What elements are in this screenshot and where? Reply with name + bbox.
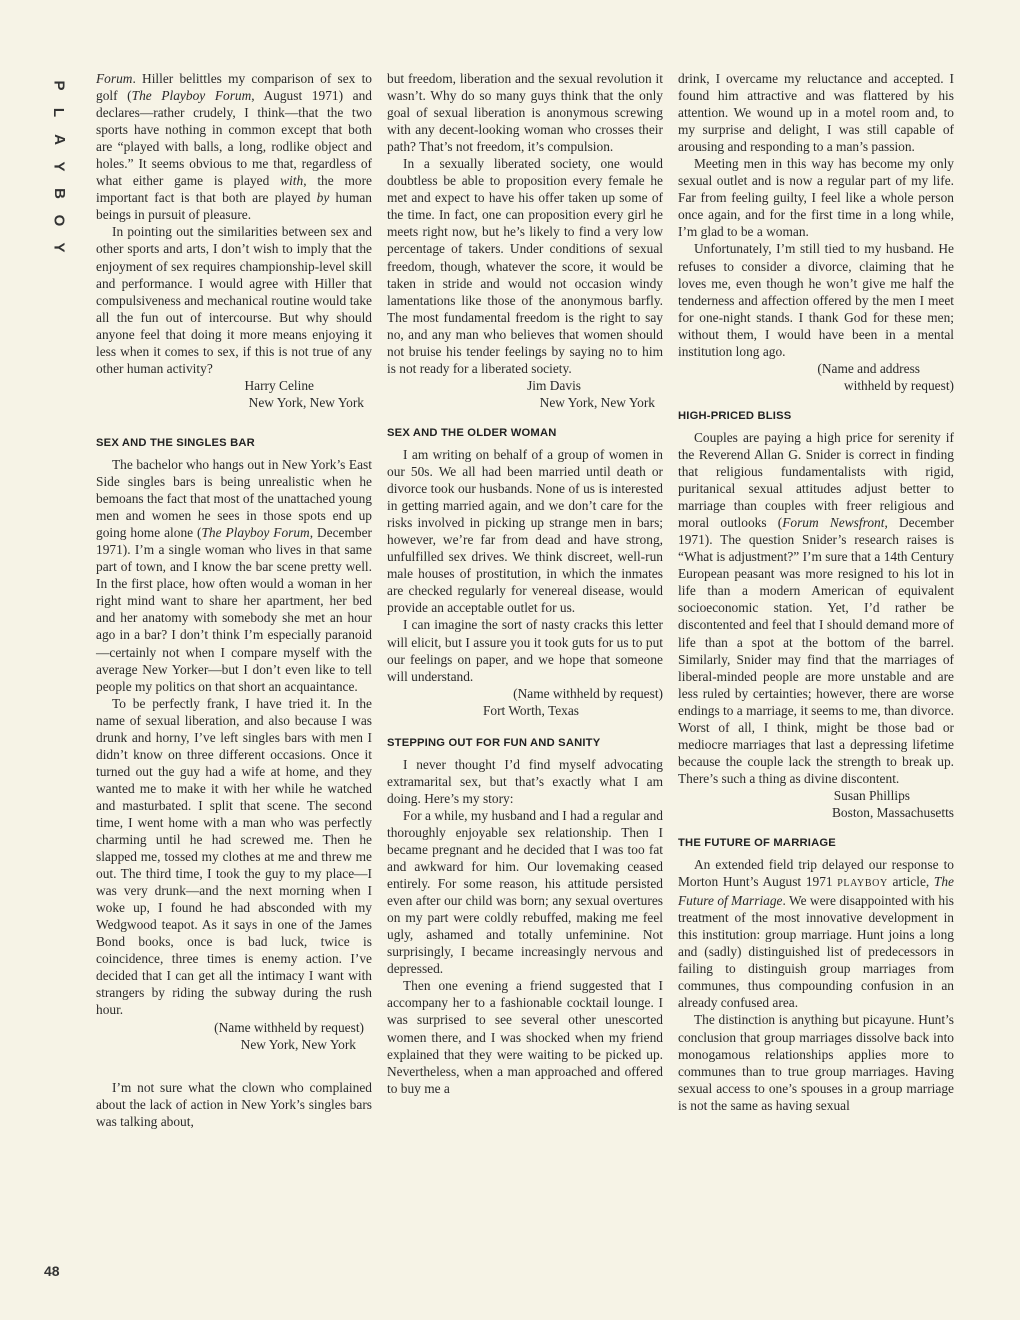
section-heading: SEX AND THE SINGLES BAR <box>96 436 255 449</box>
signature-name: (Name withheld by request) <box>513 685 663 701</box>
signature-place: withheld by request) <box>843 377 954 393</box>
signature-name: (Name and address <box>817 360 920 376</box>
letter-paragraph: In a sexually liberated society, one would doubtless be able to proposition every female he met and expect to have his offer taken up some of the time. In fact, one can proposition every girl he meets right now, but he’s likely to find a very low percentage of takers. Under conditions of sexual freedom, though, whatever the score, it would be taken in stride and would not occasion windy lamentations like those of the anonymous barfly. The most fundamental freedom is the right to say no, and any man who believes that women should not bruise his tender feelings by saying no to him is not ready for a liberated society. <box>387 156 663 376</box>
signature-place: Fort Worth, Texas <box>482 702 579 718</box>
signature-name: Susan Phillips <box>833 787 910 803</box>
section-heading: THE FUTURE OF MARRIAGE <box>678 837 836 850</box>
magazine-masthead <box>48 72 70 261</box>
article-title: The Future of Marriage <box>678 874 954 909</box>
letter-paragraph: The distinction is anything but picayune. Hunt’s conclusion that group marriages dissolve back into monogamous relationships applies more to communes than to true group marriages. Having sexual access to one’s spouses in a group marriage is not the same as having sexual <box>678 1012 954 1113</box>
section-heading: HIGH-PRICED BLISS <box>678 409 792 422</box>
masthead-letter: L <box>50 107 68 118</box>
letter-paragraph: but freedom, liberation and the sexual revolution it wasn’t. Why do so many guys think that the only goal of sexual liberation is anonymous screwing with any decent-looking woman who crosses their path? That’s not freedom, it’s compulsion. <box>387 71 663 155</box>
signature-name: Jim Davis <box>527 377 581 393</box>
masthead-letter: P <box>50 80 68 91</box>
letter-paragraph: An extended field trip delayed our response to Morton Hunt’s August 1971 PLAYBOY article, The Future of Marriage. We were disappointed with his treatment of the most innovative development in this institution: group marriage. Hunt joins a long and (sadly) distinguished list of predecessors in failing to distinguish group marriages from communes, thus compounding confusion in an already confused area. <box>678 857 955 1011</box>
letter-paragraph: Unfortunately, I’m still tied to my husband. He refuses to consider a divorce, claiming that he loves me, even though he won’t give me half the tenderness and affection offered by the men I meet for one-night stands. I thank God for these men; without them, I would have been in a mental institution long ago. <box>678 241 954 359</box>
signature-place: New York, New York <box>240 1036 356 1052</box>
letter-paragraph: Meeting men in this way has become my only sexual outlet and is now a regular part of my life. Far from feeling guilty, I feel like a whole person once again, and for the first time in a long while, I’m glad to be a woman. <box>678 156 954 240</box>
signature-place: New York, New York <box>539 394 655 410</box>
publication-name: PLAYBOY <box>837 878 888 890</box>
masthead-letter: A <box>50 134 68 145</box>
letter-paragraph: I never thought I’d find myself advocating extramarital sex, but that’s exactly what I am doing. Here’s my story: <box>387 756 663 806</box>
signature-place: New York, New York <box>248 394 364 410</box>
letter-paragraph: I’m not sure what the clown who complained about the lack of action in New York’s singles bars was talking about, <box>96 1079 372 1129</box>
masthead-letter: Y <box>50 242 68 253</box>
letter-paragraph: To be perfectly frank, I have tried it. In the name of sexual liberation, and also because I was drunk and horny, I’ve left singles bars with men I didn’t know on three different occasions. Once it turned out the guy had a wife at home, and they wanted me to make it with her while he watched and masturbated. I split that scene. The second time, I went home with a man who was perfectly charming until he had screwed me. Then he slapped me, tossed my clothes at me and threw me out. The third time, I took the guy to my place—I was very drunk—and the next morning when I woke up, I found he had absconded with my Wedgwood teapot. As it says in one of the James Bond books, once is bad luck, twice is coincidence, three times is enemy action. I’ve decided that I can get all the intimacy I want with strangers by riding the subway during the rush hour. <box>96 695 372 1018</box>
letter-paragraph: For a while, my husband and I had a regular and thoroughly enjoyable sex relationship. Then I became pregnant and he decided that I was too fat and awkward for him. Our lovemaking ceased entirely. For some reason, his attitude persisted even after our child was born; any sexual overtures on my part were coldly rebuffed, making me feel ugly, ashamed and totally unfeminine. Not surprisingly, I became increasingly nervous and depressed. <box>387 807 663 977</box>
letter-paragraph: The bachelor who hangs out in New York’s East Side singles bars is being unrealistic when he bemoans the fact that most of the unattached young men and women he sees in those spots end up going home alone (The Playboy Forum, December 1971). I’m a single woman who lives in that same part of town, and I know the bar scene pretty well. In the first place, how often would a woman in her right mind want to share her apartment, her bed and her anatomy with somebody she met an hour ago in a bar? I don’t think I’m especially paranoid—certainly not when I compare myself with the average New Yorker—but I don’t even like to tell people my politics on that short an acquaintance. <box>96 456 372 694</box>
publication-title: Forum Newsfront <box>782 515 885 531</box>
column-left <box>96 70 372 1130</box>
column-right <box>678 70 954 1114</box>
signature-place: Boston, Massachusetts <box>832 804 954 820</box>
letter-paragraph: In pointing out the similarities between sex and other sports and arts, I don’t wish to imply that the enjoyment of sex requires championship-level skill and performance. I would agree with Hiller that compulsiveness and mechanical routine would take all the fun out of intercourse. But why should anyone feel that doing it more means enjoying it less when it comes to sex, if this is not true of any other human activity? <box>96 224 372 376</box>
column-middle <box>387 70 663 1097</box>
section-heading: SEX AND THE OLDER WOMAN <box>387 426 557 439</box>
masthead-letter: B <box>50 188 68 199</box>
letter-paragraph: Couples are paying a high price for serenity if the Reverend Allan G. Snider is correct in finding that religious fundamentalists with rigid, puritanical sexual attitudes adjust better to marriage than couples with freer religious and moral outlooks (Forum Newsfront, December 1971). The question Snider’s research raises is “What is adjustment?” I’m sure that a 14th Century European peasant was more resigned to his lot in life than a modern American of equivalent socioeconomic station. Yet, I’d rather be discontented and feel that I should demand more of life than a spot at the bottom of the barrel. Similarly, Snider may find that the marriages of liberal-minded people are more unstable and are less ruled by certainties; however, there are worse endings to a marriage, it seems to me, than divorce. Worst of all, I think, might be those bad or mediocre marriages that last a depressing lifetime because the couple lack the strength to break up. There’s such a thing as divine discontent. <box>678 429 954 786</box>
letter-paragraph: I am writing on behalf of a group of women in our 50s. We all had been married until death or divorce took our husbands. None of us is interested in getting married again, and we don’t care for the risks involved in picking up strange men in bars; however, we’re far from dead and have strong, unfulfilled sex drives. We think discreet, well-run male houses of prostitution, in which the inmates are checked regularly for venereal disease, would provide an acceptable outlet for us. <box>387 446 663 616</box>
publication-title: The Playboy Forum <box>201 525 310 541</box>
signature-name: Harry Celine <box>244 377 314 393</box>
letter-paragraph: I can imagine the sort of nasty cracks this letter will elicit, but I assure you it took guts for us to put our feelings on paper, and we hope that someone will understand. <box>387 617 663 684</box>
masthead-letter: Y <box>50 161 68 172</box>
publication-title: Forum <box>96 71 133 86</box>
masthead-letter: O <box>50 214 68 227</box>
page-number: 48 <box>44 1263 60 1279</box>
letter-paragraph: Forum. Hiller belittles my comparison of sex to golf (The Playboy Forum, August 1971) and declares—rather crudely, I think—that the two sports have nothing in common except that both are “played with balls, a long, rodlike object and holes.” It seems obvious to me that, regardless of what either game is played with, the more important fact is that both are played by human beings in pursuit of pleasure. <box>96 71 372 223</box>
publication-title: The Playboy Forum <box>131 88 252 104</box>
letter-paragraph: drink, I overcame my reluctance and accepted. I found him attractive and was flattered by his attention. We wound up in a motel room and, to my surprise and delight, I was still capable of arousing and responding to a man’s passion. <box>678 71 954 155</box>
section-heading: STEPPING OUT FOR FUN AND SANITY <box>387 736 601 749</box>
signature-name: (Name withheld by request) <box>214 1019 364 1035</box>
letter-paragraph: Then one evening a friend suggested that I accompany her to a fashionable cocktail lounge. I was surprised to see several other unescorted women there, and I was shocked when my friend explained that they were waiting to be picked up. Nevertheless, when a man approached and offered to buy me a <box>387 978 663 1096</box>
